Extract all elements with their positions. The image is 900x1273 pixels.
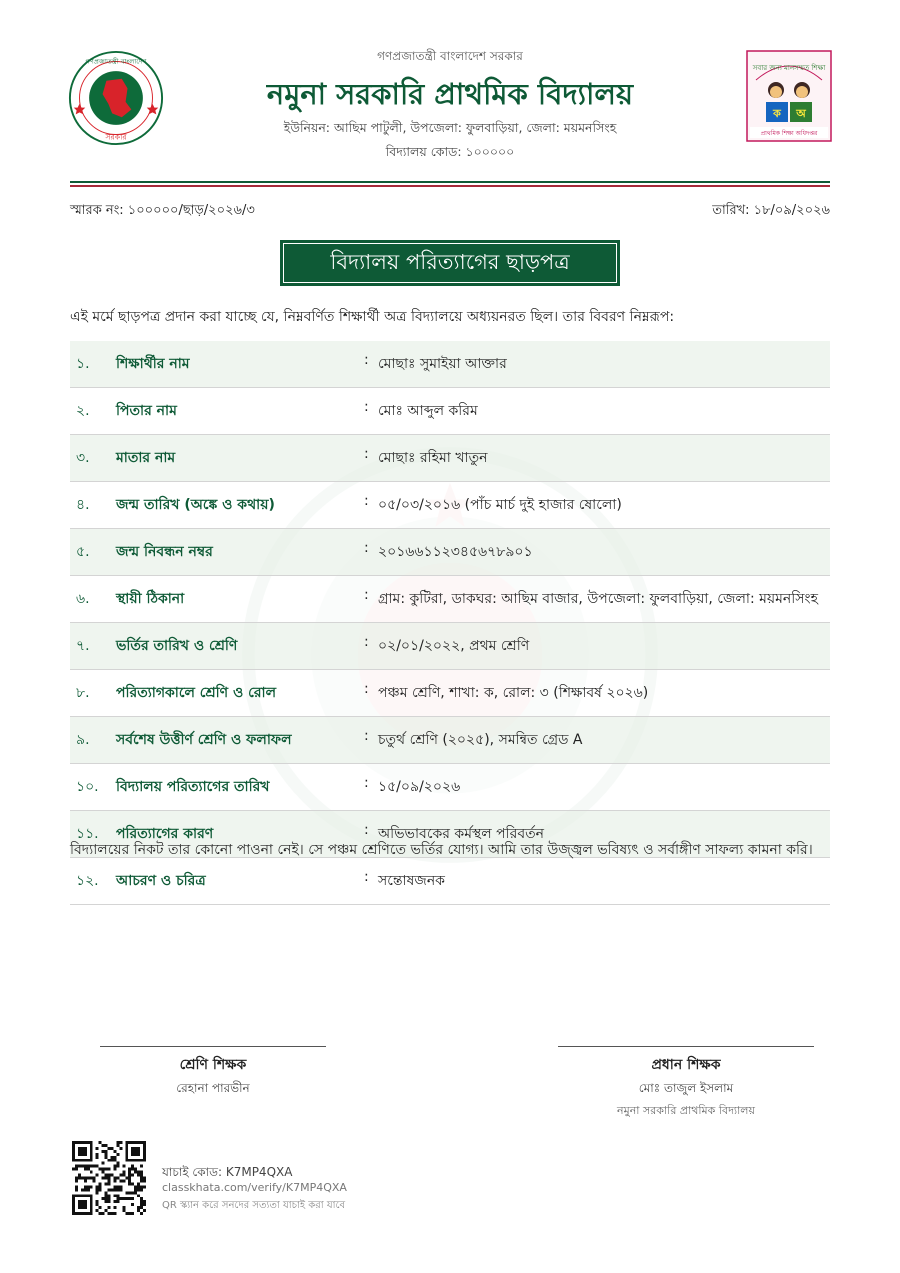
detail-row [70,482,830,529]
svg-text:সরকার: সরকার [105,132,127,142]
row-colon: : [364,482,378,529]
row-colon: : [364,435,378,482]
row-colon: : [364,576,378,623]
head-teacher-title: প্রধান শিক্ষক [651,1057,721,1073]
row-number: ১০. [70,764,116,811]
student-details-table [70,341,830,905]
row-value: ০৫/০৩/২০১৬ (পাঁচ মার্চ দুই হাজার ষোলো) [378,482,830,529]
row-label: পিতার নাম [116,388,364,435]
head-teacher-name: মোঃ তাজুল ইসলাম [638,1081,734,1095]
signature-line-class-teacher [100,1046,326,1047]
detail-row [70,623,830,670]
row-number: ৭. [70,623,116,670]
header-rule-red [70,185,830,187]
row-value: মোছাঃ রহিমা খাতুন [378,435,830,482]
row-label: জন্ম নিবন্ধন নম্বর [116,529,364,576]
row-label: বিদ্যালয় পরিত্যাগের তারিখ [116,764,364,811]
svg-text:ক: ক [773,107,781,120]
detail-row [70,388,830,435]
closing-text: বিদ্যালয়ের নিকট তার কোনো পাওনা নেই। সে পঞ্চম শ্রেণিতে ভর্তির যোগ্য। আমি তার উজ্জ্বল ভবিষ্যৎ ও সর্বাঙ্গীণ সাফল্য কামনা করি। [70,842,813,858]
row-colon: : [364,858,378,905]
row-value: মোছাঃ সুমাইয়া আক্তার [378,341,830,388]
class-teacher-title: শ্রেণি শিক্ষক [179,1057,247,1073]
intro-text: এই মর্মে ছাড়পত্র প্রদান করা যাচ্ছে যে, নিম্নবর্ণিত শিক্ষার্থী অত্র বিদ্যালয়ে অধ্যয়নরত ছিল। তার বিবরণ নিম্নরূপ: [70,309,675,325]
row-colon: : [364,670,378,717]
document-title: বিদ্যালয় পরিত্যাগের ছাড়পত্র [283,243,617,283]
row-label: পরিত্যাগকালে শ্রেণি ও রোল [116,670,364,717]
detail-row [70,435,830,482]
svg-text:গণপ্রজাতন্ত্রী বাংলাদেশ: গণপ্রজাতন্ত্রী বাংলাদেশ [85,57,147,66]
row-number: ১. [70,341,116,388]
row-value: চতুর্থ শ্রেণি (২০২৫), সমন্বিত গ্রেড A [378,717,830,764]
document-title-box [280,240,620,286]
head-teacher-school: নমুনা সরকারি প্রাথমিক বিদ্যালয় [617,1104,755,1117]
row-label: ভর্তির তারিখ ও শ্রেণি [116,623,364,670]
row-colon: : [364,529,378,576]
row-value: ০২/০১/২০২২, প্রথম শ্রেণি [378,623,830,670]
issue-date: তারিখ: ১৮/০৯/২০২৬ [712,203,830,218]
school-name: নমুনা সরকারি প্রাথমিক বিদ্যালয় [266,77,634,111]
detail-row [70,341,830,388]
row-number: ৯. [70,717,116,764]
row-colon: : [364,811,378,858]
detail-row [70,529,830,576]
row-number: ৫. [70,529,116,576]
qr-code-icon[interactable] [72,1141,146,1215]
row-value: ১৫/০৯/২০২৬ [378,764,830,811]
row-colon: : [364,764,378,811]
row-label: মাতার নাম [116,435,364,482]
detail-row [70,764,830,811]
row-colon: : [364,717,378,764]
memo-number: স্মারক নং: ১০০০০০/ছাড়/২০২৬/৩ [70,203,255,218]
detail-row [70,717,830,764]
school-address: ইউনিয়ন: আছিম পাটুলী, উপজেলা: ফুলবাড়িয়া, জেলা: ময়মনসিংহ [283,120,617,135]
svg-text:প্রাথমিক শিক্ষা অধিদপ্তর: প্রাথমিক শিক্ষা অধিদপ্তর [760,130,818,137]
svg-text:সবার জন্য মানসম্মত শিক্ষা: সবার জন্য মানসম্মত শিক্ষা [752,64,826,72]
row-label: স্থায়ী ঠিকানা [116,576,364,623]
class-teacher-name: রেহানা পারভীন [176,1081,250,1095]
government-name: গণপ্রজাতন্ত্রী বাংলাদেশ সরকার [377,49,523,63]
verification-note: QR স্ক্যান করে সনদের সত্যতা যাচাই করা যাবে [162,1200,346,1211]
school-code: বিদ্যালয় কোড: ১০০০০০ [385,144,515,159]
verification-url[interactable]: classkhata.com/verify/K7MP4QXA [162,1181,347,1194]
row-number: ৮. [70,670,116,717]
detail-row [70,576,830,623]
signature-line-head-teacher [558,1046,814,1047]
row-number: ৩. [70,435,116,482]
row-value: মোঃ আব্দুল করিম [378,388,830,435]
row-number: ৪. [70,482,116,529]
row-value: পঞ্চম শ্রেণি, শাখা: ক, রোল: ৩ (শিক্ষাবর্ষ ২০২৬) [378,670,830,717]
header-rule-green [70,181,830,183]
row-number: ২. [70,388,116,435]
row-number: ১২. [70,858,116,905]
row-label: পরিত্যাগের কারণ [116,811,364,858]
verification-code: যাচাই কোড: K7MP4QXA [162,1165,293,1179]
row-colon: : [364,388,378,435]
row-label: আচরণ ও চরিত্র [116,858,364,905]
row-number: ৬. [70,576,116,623]
row-number: ১১. [70,811,116,858]
detail-row [70,670,830,717]
row-value: অভিভাবকের কর্মস্থল পরিবর্তন [378,811,830,858]
row-value: ২০১৬৬১১২৩৪৫৬৭৮৯০১ [378,529,830,576]
row-label: সর্বশেষ উত্তীর্ণ শ্রেণি ও ফলাফল [116,717,364,764]
row-label: জন্ম তারিখ (অঙ্কে ও কথায়) [116,482,364,529]
row-value: গ্রাম: কুটিরা, ডাকঘর: আছিম বাজার, উপজেলা: ফুলবাড়িয়া, জেলা: ময়মনসিংহ [378,576,830,623]
svg-text:অ: অ [796,107,806,120]
row-colon: : [364,341,378,388]
row-colon: : [364,623,378,670]
row-label: শিক্ষার্থীর নাম [116,341,364,388]
row-value: সন্তোষজনক [378,858,830,905]
